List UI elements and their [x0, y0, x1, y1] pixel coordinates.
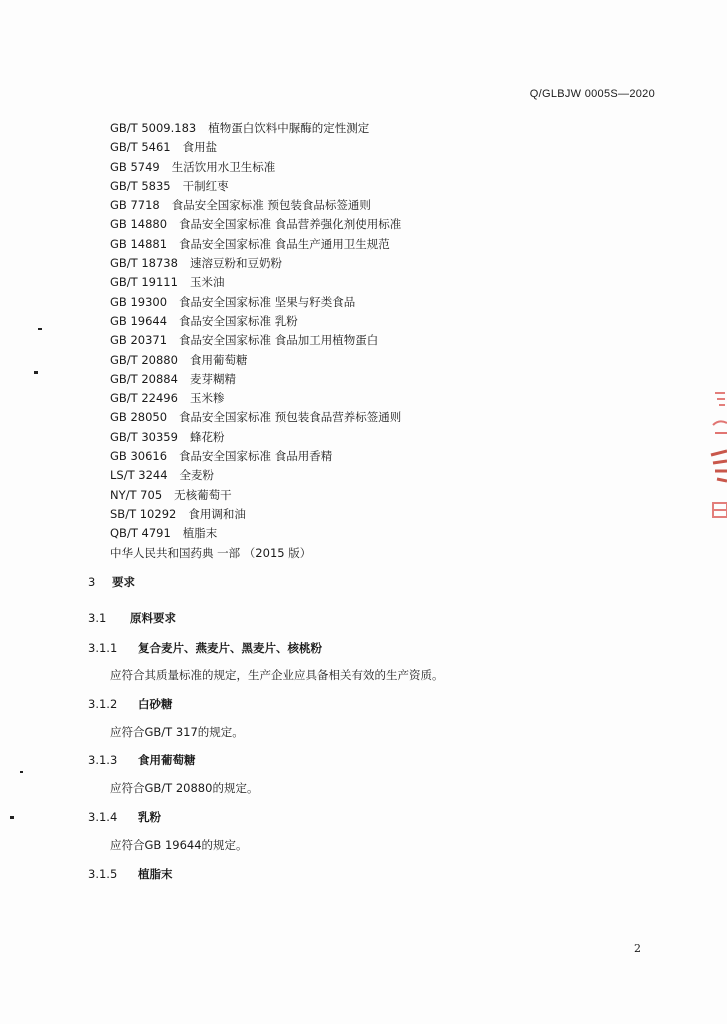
reference-title: 食用盐	[182, 140, 218, 155]
reference-title: 中华人民共和国药典 一部 （2015 版）	[110, 545, 312, 560]
reference-item	[110, 196, 401, 215]
reference-item	[110, 524, 401, 543]
section-title: 乳粉	[138, 810, 162, 824]
reference-item	[110, 544, 401, 563]
reference-code: GB/T 5835	[110, 178, 171, 193]
reference-item	[110, 138, 401, 157]
section-number: 3.1	[88, 611, 107, 625]
reference-title: 食品安全国家标准 乳粉	[179, 313, 298, 328]
section-3-1-4-heading	[88, 809, 161, 825]
reference-code: GB/T 22496	[110, 391, 178, 406]
reference-code: GB/T 5009.183	[110, 121, 197, 135]
section-3-1-1-text: 应符合其质量标准的规定，生产企业应具备相关有效的生产资质。	[110, 668, 444, 682]
reference-code: GB/T 5461	[110, 140, 171, 155]
section-title: 要求	[112, 575, 136, 589]
reference-item	[110, 505, 401, 524]
reference-item	[110, 331, 401, 350]
reference-code: SB/T 10292	[110, 506, 177, 521]
reference-item	[110, 177, 401, 196]
section-number: 3.1.3	[88, 753, 118, 767]
section-3-1-4-text: 应符合GB 19644的规定。	[110, 838, 248, 852]
red-seal-stamp-fragment	[705, 385, 727, 535]
reference-item	[110, 312, 401, 331]
reference-title: 蜂花粉	[189, 429, 225, 444]
section-title: 复合麦片、燕麦片、黑麦片、核桃粉	[138, 641, 323, 655]
reference-title: 植脂末	[182, 526, 218, 541]
reference-item	[110, 351, 401, 370]
section-number: 3.1.1	[88, 641, 118, 655]
reference-code: GB/T 30359	[110, 429, 178, 444]
section-3-1-2-text: 应符合GB/T 317的规定。	[110, 725, 244, 739]
reference-code: GB 19644	[110, 313, 168, 328]
reference-code: GB 30616	[110, 449, 168, 464]
scan-speck	[34, 371, 38, 374]
normative-references-list	[110, 119, 401, 563]
reference-title: 食品安全国家标准 食品用香精	[179, 449, 333, 464]
reference-item	[110, 370, 401, 389]
reference-title: 食品安全国家标准 预包装食品标签通则	[171, 198, 371, 213]
reference-code: NY/T 705	[110, 487, 163, 502]
reference-title: 植物蛋白饮料中脲酶的定性测定	[208, 121, 370, 135]
section-3-1-3-text: 应符合GB/T 20880的规定。	[110, 781, 259, 795]
reference-code: QB/T 4791	[110, 526, 171, 541]
reference-title: 速溶豆粉和豆奶粉	[189, 256, 282, 271]
page-number: 2	[634, 942, 641, 955]
section-3-1-5-heading	[88, 866, 173, 882]
reference-code: GB/T 18738	[110, 256, 178, 271]
reference-code: GB 19300	[110, 294, 168, 309]
section-3-1-heading	[88, 610, 176, 626]
reference-item	[110, 428, 401, 447]
reference-title: 生活饮用水卫生标准	[171, 159, 276, 174]
section-title: 植脂末	[138, 867, 173, 881]
section-3-1-1-heading	[88, 640, 322, 656]
reference-code: GB/T 20884	[110, 371, 178, 386]
reference-item	[110, 254, 401, 273]
reference-item	[110, 486, 401, 505]
scan-speck	[10, 816, 14, 819]
reference-code: GB 7718	[110, 198, 160, 213]
reference-title: 食品安全国家标准 食品营养强化剂使用标准	[179, 217, 402, 232]
reference-code: GB 28050	[110, 410, 168, 425]
reference-code: GB 20371	[110, 333, 168, 348]
section-title: 原料要求	[130, 611, 177, 625]
reference-title: 无核葡萄干	[174, 487, 232, 502]
reference-title: 食品安全国家标准 坚果与籽类食品	[179, 294, 356, 309]
reference-title: 食品安全国家标准 预包装食品营养标签通则	[179, 410, 402, 425]
reference-item	[110, 447, 401, 466]
reference-title: 玉米糁	[189, 391, 225, 406]
reference-item	[110, 466, 401, 485]
reference-item	[110, 158, 401, 177]
scan-speck	[38, 328, 42, 330]
reference-item	[110, 119, 401, 138]
section-3-1-3-heading	[88, 752, 196, 768]
reference-title: 食用调和油	[188, 506, 246, 521]
scan-speck	[20, 771, 23, 773]
reference-title: 食品安全国家标准 食品生产通用卫生规范	[179, 236, 390, 251]
reference-code: GB/T 20880	[110, 352, 178, 367]
reference-title: 麦芽糊精	[189, 371, 236, 386]
reference-title: 全麦粉	[179, 468, 215, 483]
reference-code: LS/T 3244	[110, 468, 168, 483]
reference-item	[110, 215, 401, 234]
reference-item	[110, 293, 401, 312]
reference-title: 干制红枣	[182, 178, 229, 193]
section-number: 3	[88, 575, 96, 589]
section-3-1-2-heading	[88, 696, 173, 712]
reference-code: GB 14881	[110, 236, 168, 251]
reference-code: GB 5749	[110, 159, 160, 174]
section-number: 3.1.5	[88, 867, 118, 881]
reference-item	[110, 408, 401, 427]
section-3-heading	[88, 574, 135, 590]
section-title: 白砂糖	[138, 697, 173, 711]
section-title: 食用葡萄糖	[138, 753, 196, 767]
section-number: 3.1.2	[88, 697, 118, 711]
section-number: 3.1.4	[88, 810, 118, 824]
reference-title: 食品安全国家标准 食品加工用植物蛋白	[179, 333, 379, 348]
reference-title: 玉米油	[189, 275, 225, 290]
reference-code: GB/T 19111	[110, 275, 178, 290]
reference-code: GB 14880	[110, 217, 168, 232]
reference-title: 食用葡萄糖	[189, 352, 248, 367]
reference-item	[110, 273, 401, 292]
reference-item	[110, 235, 401, 254]
reference-item	[110, 389, 401, 408]
document-code: Q/GLBJW 0005S—2020	[529, 88, 655, 100]
